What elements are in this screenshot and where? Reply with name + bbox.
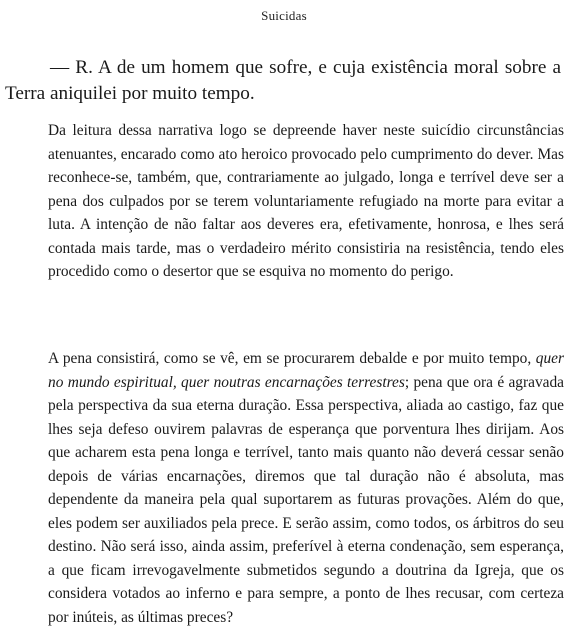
paragraph-2-italic-phrase: quer no mundo espiritual, quer noutras encarnações terrestres <box>48 350 564 391</box>
paragraph-2-text-after: ; pena que ora é agravada pela perspectiva da sua eterna duração. Essa perspectiva, aliada ao castigo, faz que lhes seja defeso ouvirem palavras de esperança que porventura lhes dirijam. Aos que acharem esta pena longa e terrível, tanto mais quanto não deverá cessar senão depois de várias encarnações, diremos que tal duração não é absoluta, mas dependente da maneira pela qual suportarem as futuras provações. Além do que, eles podem ser auxiliados pela prece. E serão assim, como todos, os árbitros do seu destino. Não será isso, ainda assim, preferível à eterna condenação, sem esperança, a que ficam irrevogavelmente submetidos segundo a doutrina da Igreja, que os considera votados ao inferno e para sempre, a ponto de lhes recusar, com certeza por inúteis, as últimas preces? <box>48 373 564 626</box>
commentary-paragraph-1: Da leitura dessa narrativa logo se depreende haver neste suicídio circunstâncias atenuantes, encarado como ato heroico provocado pelo cumprimento do dever. Mas reconhece-se, também, que, contrariamente ao julgado, longa e terrível deve ser a pena dos culpados por se terem voluntariamente refugiado na morte para evitar a luta. A intenção de não faltar aos deveres era, efetivamente, honrosa, e lhes será contada mais tarde, mas o verdadeiro mérito consistiria na resistência, tendo eles procedido como o desertor que se esquiva no momento do perigo. <box>48 122 564 280</box>
paragraph-2-text-before: A pena consistirá, como se vê, em se procurarem debalde e por muito tempo, <box>48 350 536 367</box>
commentary-paragraph-2 <box>48 347 564 629</box>
answer-paragraph: — R. A de um homem que sofre, e cuja existência moral sobre a Terra aniquilei por muito tempo. <box>5 57 561 104</box>
running-header: Suicidas <box>261 8 307 23</box>
